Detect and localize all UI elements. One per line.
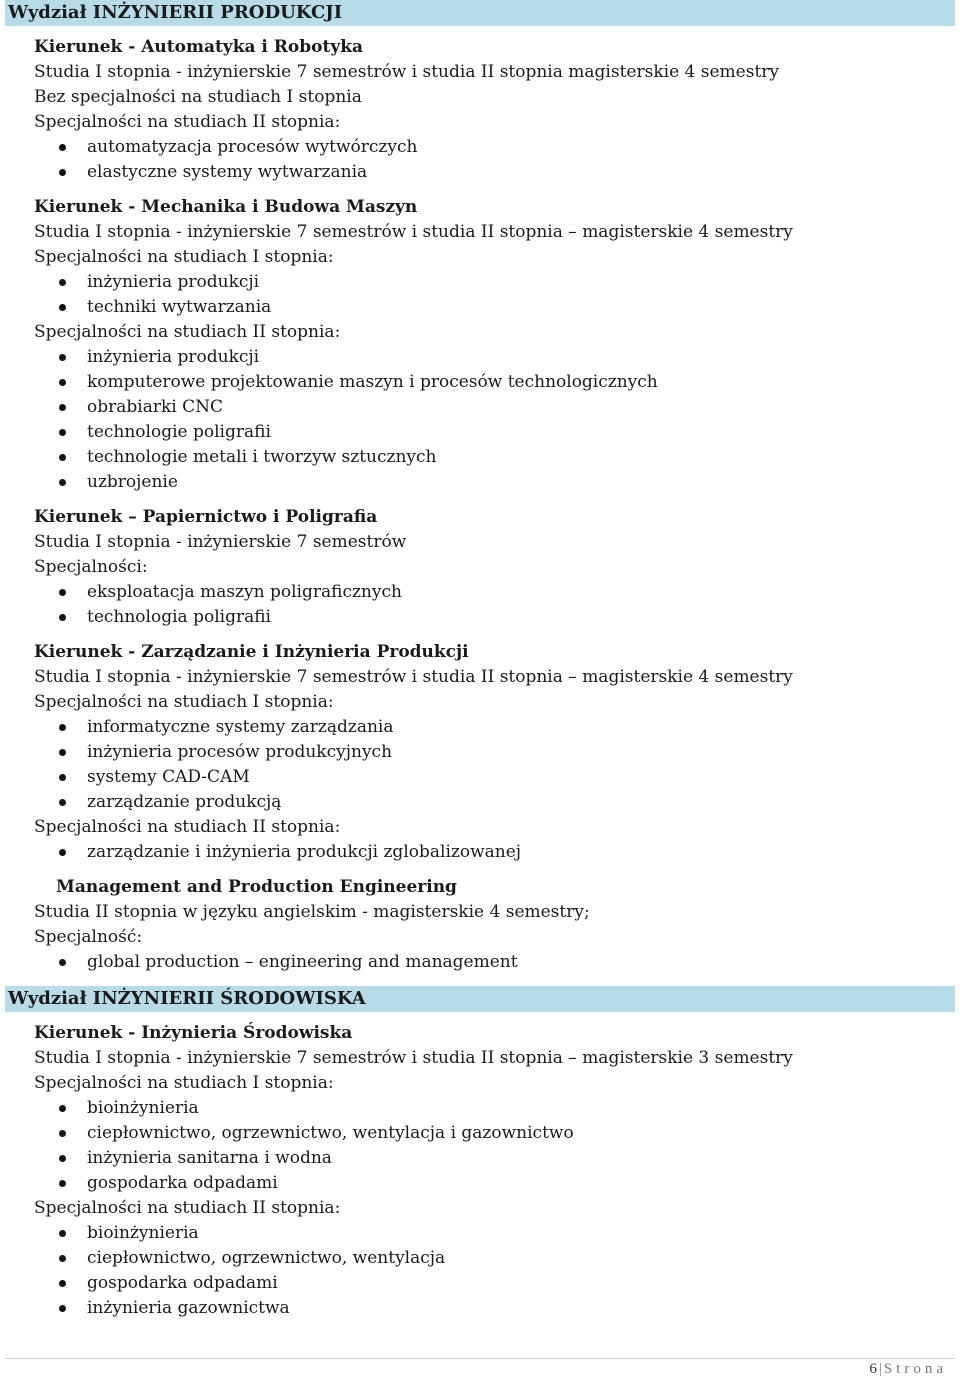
specialization-list-item: ciepłownictwo, ogrzewnictwo, wentylacja: [34, 1246, 960, 1271]
specialization-list-item: systemy CAD-CAM: [34, 765, 960, 790]
specialization-list-item: gospodarka odpadami: [34, 1171, 960, 1196]
faculty-content: [34, 1021, 960, 1321]
program-info-line: Specjalności na studiach II stopnia:: [34, 817, 341, 837]
specialization-list-item: zarządzanie i inżynieria produkcji zglobalizowanej: [34, 840, 960, 865]
specialization-list-item: elastyczne systemy wytwarzania: [34, 160, 960, 185]
program-heading: Kierunek – Papiernictwo i Poligrafia: [34, 507, 378, 527]
specialization-list-item: inżynieria produkcji: [34, 270, 960, 295]
specialization-list-item: gospodarka odpadami: [34, 1271, 960, 1296]
specialization-list-item: technologie metali i tworzyw sztucznych: [34, 445, 960, 470]
program-heading: Kierunek - Zarządzanie i Inżynieria Produkcji: [34, 642, 469, 662]
specialization-list-item: global production – engineering and management: [34, 950, 960, 975]
program-heading: Kierunek - Mechanika i Budowa Maszyn: [34, 197, 418, 217]
page-word: Strona: [883, 1361, 947, 1377]
program-info-line: Studia I stopnia - inżynierskie 7 semestrów i studia II stopnia magisterskie 4 semestry: [34, 62, 780, 82]
specialization-list-item: uzbrojenie: [34, 470, 960, 495]
specialization-list-item: inżynieria gazownictwa: [34, 1296, 960, 1321]
program-info-line: Specjalności na studiach II stopnia:: [34, 1198, 341, 1218]
program-info-line: Specjalności na studiach II stopnia:: [34, 112, 341, 132]
program-info-line: Bez specjalności na studiach I stopnia: [34, 87, 362, 107]
program-info-line: Specjalności na studiach I stopnia:: [34, 1073, 334, 1093]
faculty-heading: Wydział INŻYNIERII PRODUKCJI: [5, 0, 955, 26]
faculty-section: [0, 986, 960, 1321]
specialization-list-item: inżynieria sanitarna i wodna: [34, 1146, 960, 1171]
specialization-list-item: eksploatacja maszyn poligraficznych: [34, 580, 960, 605]
specialization-list-item: inżynieria produkcji: [34, 345, 960, 370]
program-heading: Kierunek - Automatyka i Robotyka: [34, 37, 363, 57]
specialization-list-item: bioinżynieria: [34, 1096, 960, 1121]
program-info-line: Studia I stopnia - inżynierskie 7 semestrów i studia II stopnia – magisterskie 4 semestry: [34, 222, 793, 242]
program-info-line: Specjalności na studiach I stopnia:: [34, 247, 334, 267]
program-heading: Kierunek - Inżynieria Środowiska: [34, 1023, 353, 1043]
program-info-line: Studia I stopnia - inżynierskie 7 semestrów: [34, 532, 407, 552]
page-number: [869, 1361, 947, 1378]
specialization-list-item: technologia poligrafii: [34, 605, 960, 630]
specialization-list-item: bioinżynieria: [34, 1221, 960, 1246]
specialization-list-item: komputerowe projektowanie maszyn i procesów technologicznych: [34, 370, 960, 395]
specialization-list-item: zarządzanie produkcją: [34, 790, 960, 815]
program-heading: Management and Production Engineering: [56, 877, 457, 897]
program-info-line: Studia I stopnia - inżynierskie 7 semestrów i studia II stopnia – magisterskie 3 semestry: [34, 1048, 793, 1068]
page-number-separator: |: [878, 1361, 882, 1377]
program-info-line: Studia II stopnia w języku angielskim - magisterskie 4 semestry;: [34, 902, 590, 922]
specialization-list-item: obrabiarki CNC: [34, 395, 960, 420]
page-footer: [5, 1358, 955, 1379]
faculty-content: [34, 35, 960, 975]
specialization-list-item: automatyzacja procesów wytwórczych: [34, 135, 960, 160]
program-info-line: Specjalności na studiach I stopnia:: [34, 692, 334, 712]
program-info-line: Specjalność:: [34, 927, 143, 947]
program-info-line: Specjalności na studiach II stopnia:: [34, 322, 341, 342]
specialization-list-item: inżynieria procesów produkcyjnych: [34, 740, 960, 765]
page-number-value: 6: [869, 1361, 877, 1377]
program-info-line: Studia I stopnia - inżynierskie 7 semestrów i studia II stopnia – magisterskie 4 semestry: [34, 667, 793, 687]
program-info-line: Specjalności:: [34, 557, 148, 577]
specialization-list-item: techniki wytwarzania: [34, 295, 960, 320]
specialization-list-item: informatyczne systemy zarządzania: [34, 715, 960, 740]
specialization-list-item: ciepłownictwo, ogrzewnictwo, wentylacja i gazownictwo: [34, 1121, 960, 1146]
specialization-list-item: technologie poligrafii: [34, 420, 960, 445]
faculty-heading: Wydział INŻYNIERII ŚRODOWISKA: [5, 986, 955, 1012]
